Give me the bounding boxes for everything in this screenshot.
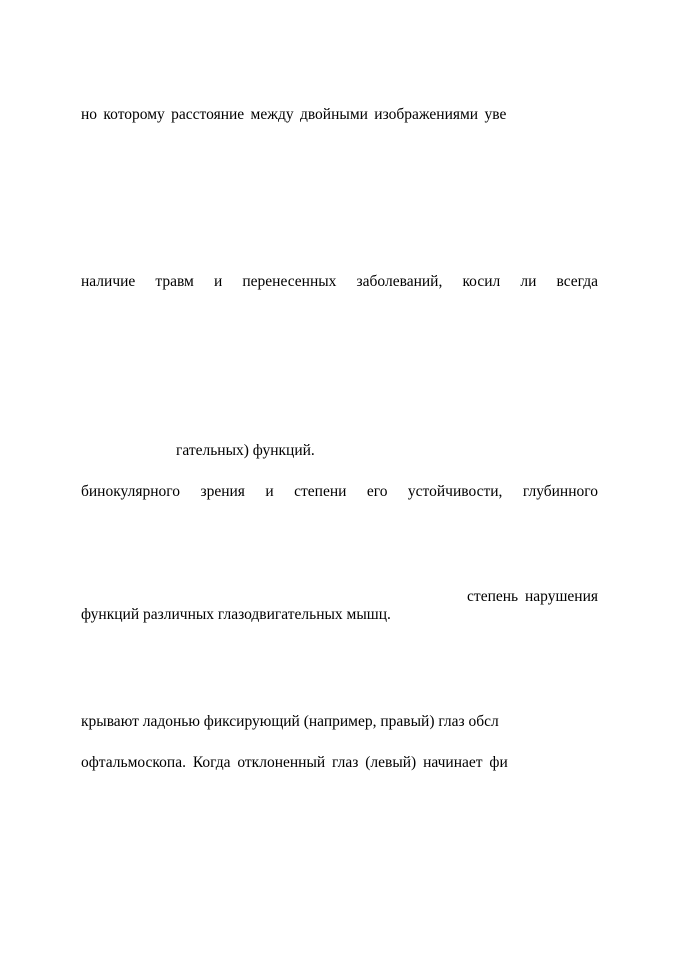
text-line: офтальмоскопа. Когда отклоненный глаз (левый) начинает фи (81, 754, 508, 771)
text-line: бинокулярного зрения и степени его устойчивости, глубинного (81, 483, 598, 500)
text-line: гательных) функций. (176, 442, 315, 459)
text-line: степень нарушения (467, 588, 598, 605)
text-line: функций различных глазодвигательных мышц. (81, 606, 391, 623)
text-line: наличие травм и перенесенных заболеваний, косил ли всегда (81, 273, 598, 290)
text-line: но которому расстояние между двойными изображениями уве (81, 106, 507, 123)
text-line: крывают ладонью фиксирующий (например, правый) глаз обсл (81, 713, 499, 730)
